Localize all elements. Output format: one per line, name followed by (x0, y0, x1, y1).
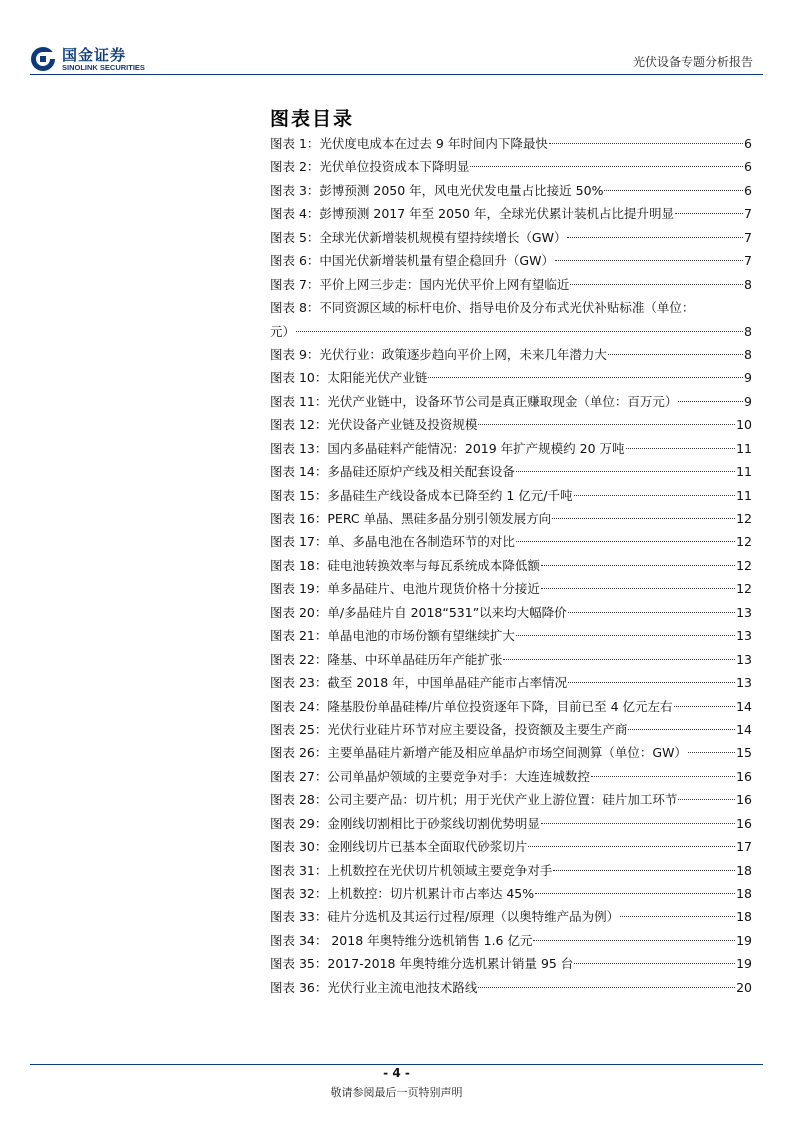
toc-entry[interactable] (270, 273, 752, 296)
toc-entry-page: 17 (736, 839, 752, 855)
toc-entry-label: 图表 26：主要单晶硅片新增产能及相应单晶炉市场空间测算（单位：GW） (270, 745, 687, 761)
toc-entry-page: 6 (744, 136, 752, 151)
toc-dot-leader (568, 682, 735, 683)
toc-entry-page: 16 (736, 815, 752, 831)
toc-entry-label: 图表 10：太阳能光伏产业链 (270, 370, 428, 386)
toc-entry-page: 11 (736, 464, 752, 480)
toc-dot-leader (678, 799, 735, 800)
toc-entry[interactable] (270, 155, 752, 178)
logo-chinese-name: 国金证券 (62, 46, 127, 64)
toc-entry-page: 11 (736, 440, 752, 456)
toc-entry[interactable] (270, 788, 752, 811)
toc-entry-page: 8 (744, 346, 752, 362)
toc-entry-label: 图表 6：中国光伏新增装机量有望企稳回升（GW） (270, 253, 554, 269)
toc-entry-label: 图表 32：上机数控：切片机累计市占率达 45% (270, 886, 535, 901)
toc-entry-label: 图表 9：光伏行业：政策逐步趋向平价上网，未来几年潜力大 (270, 346, 607, 362)
toc-entry-page: 10 (736, 417, 752, 433)
toc-dot-leader (608, 354, 743, 355)
toc-entry-label: 元） (270, 323, 296, 339)
toc-dot-leader (574, 963, 735, 964)
toc-entry-page: 12 (736, 534, 752, 550)
report-title: 光伏设备专题分析报告 (632, 55, 753, 69)
toc-entry-label: 图表 33：硅片分选机及其运行过程/原理（以奥特维产品为例） (270, 909, 620, 925)
toc-entry-label: 图表 36：光伏行业主流电池技术路线 (270, 979, 478, 995)
toc-dot-leader (541, 588, 735, 589)
toc-entry-page: 9 (744, 393, 752, 409)
toc-entry-page: 7 (744, 229, 752, 245)
toc-entry[interactable] (270, 905, 752, 928)
toc-entry-page: 11 (736, 487, 752, 503)
toc-entry[interactable] (270, 554, 752, 577)
toc-dot-leader (478, 987, 735, 988)
toc-entry[interactable] (270, 202, 752, 225)
toc-entry-page: 8 (744, 323, 752, 339)
toc-dot-leader (535, 893, 735, 894)
toc-entry[interactable] (270, 366, 752, 389)
toc-entry-label: 图表 11：光伏产业链中，设备环节公司是真正赚取现金（单位：百万元） (270, 393, 678, 409)
toc-entry-label: 图表 22：隆基、中环单晶硅历年产能扩张 (270, 651, 503, 667)
toc-dot-leader (553, 870, 735, 871)
toc-dot-leader (574, 495, 736, 496)
toc-entry[interactable] (270, 952, 752, 975)
toc-dot-leader (675, 213, 743, 214)
toc-entry-label: 图表 17：单、多晶电池在各制造环节的对比 (270, 534, 515, 550)
toc-title: 图表目录 (270, 108, 355, 130)
toc-entry-label: 图表 21：单晶电池的市场份额有望继续扩大 (270, 628, 515, 644)
toc-dot-leader (533, 940, 735, 941)
footer-divider (30, 1064, 763, 1065)
toc-entry[interactable] (270, 648, 752, 671)
toc-entry[interactable] (270, 507, 752, 530)
toc-entry[interactable] (270, 320, 752, 343)
toc-entry[interactable] (270, 765, 752, 788)
toc-dot-leader (516, 471, 735, 472)
table-of-figures (270, 132, 752, 999)
page-number: - 4 - (383, 1066, 410, 1080)
toc-dot-leader (549, 143, 743, 144)
toc-entry-page: 13 (736, 651, 752, 667)
logo-english-name: SINOLINK SECURITIES (62, 63, 145, 72)
company-logo (30, 44, 160, 74)
toc-entry-label: 图表 5：全球光伏新增装机规模有望持续增长（GW） (270, 229, 567, 245)
toc-entry[interactable] (270, 530, 752, 553)
toc-entry-page: 13 (736, 628, 752, 644)
toc-dot-leader (296, 331, 743, 332)
toc-dot-leader (620, 916, 735, 917)
toc-entry-label: 图表 7：平价上网三步走：国内光伏平价上网有望临近 (270, 276, 570, 292)
toc-entry-label: 图表 15：多晶硅生产线设备成本已降至约 1 亿元/千吨 (270, 487, 573, 503)
footer-disclaimer: 敬请参阅最后一页特别声明 (330, 1086, 463, 1099)
toc-entry[interactable] (270, 249, 752, 272)
toc-entry-label: 图表 31：上机数控在光伏切片机领域主要竞争对手 (270, 862, 553, 878)
toc-entry-page: 12 (736, 581, 752, 597)
toc-entry[interactable] (270, 484, 752, 507)
toc-entry-label: 图表 13：国内多晶硅料产能情况：2019 年扩产规模约 20 万吨 (270, 440, 625, 456)
toc-entry-page: 13 (736, 604, 752, 620)
sinolink-logo-icon (30, 46, 56, 72)
toc-entry-page: 13 (736, 675, 752, 691)
toc-entry-label: 图表 23：截至 2018 年，中国单晶硅产能市占率情况 (270, 675, 568, 691)
toc-entry[interactable] (270, 343, 752, 366)
toc-entry-label: 图表 25：光伏行业硅片环节对应主要设备，投资额及主要生产商 (270, 721, 628, 737)
toc-dot-leader (503, 659, 735, 660)
toc-entry-page: 12 (736, 557, 752, 573)
toc-entry-label: 图表 4：彭博预测 2017 年至 2050 年，全球光伏累计装机占比提升明显 (270, 206, 674, 222)
toc-entry[interactable] (270, 695, 752, 718)
toc-entry-label: 图表 2：光伏单位投资成本下降明显 (270, 159, 470, 175)
toc-entry-label: 图表 35：2017-2018 年奥特维分选机累计销量 95 台 (270, 956, 574, 972)
toc-entry-page: 12 (736, 511, 752, 526)
toc-entry-line[interactable]: 图表 8：不同资源区域的标杆电价、指导电价及分布式光伏补贴标准（单位： (270, 300, 695, 316)
toc-dot-leader (678, 401, 743, 402)
toc-entry-label: 图表 19：单多晶硅片、电池片现货价格十分接近 (270, 581, 540, 597)
toc-entry-label: 图表 34： 2018 年奥特维分选机销售 1.6 亿元 (270, 932, 533, 948)
toc-entry-label: 图表 24：隆基股份单晶硅棒/片单位投资逐年下降，目前已至 4 亿元左右 (270, 698, 673, 714)
toc-entry-page: 18 (736, 886, 752, 901)
toc-entry[interactable] (270, 413, 752, 436)
toc-entry-label: 图表 1：光伏度电成本在过去 9 年时间内下降最快 (270, 136, 548, 151)
toc-entry-label: 图表 30：金刚线切片已基本全面取代砂浆切片 (270, 839, 528, 855)
toc-entry[interactable] (270, 718, 752, 741)
toc-entry-page: 16 (736, 792, 752, 808)
toc-entry-page: 19 (736, 956, 752, 972)
toc-dot-leader (528, 846, 735, 847)
toc-dot-leader (516, 635, 735, 636)
toc-entry[interactable] (270, 671, 752, 694)
toc-dot-leader (570, 284, 743, 285)
toc-entry-page: 20 (736, 979, 752, 995)
toc-dot-leader (552, 518, 735, 519)
toc-dot-leader (516, 541, 735, 542)
toc-entry[interactable] (270, 437, 752, 460)
toc-entry-page: 14 (736, 698, 752, 714)
toc-dot-leader (541, 823, 735, 824)
toc-dot-leader (568, 612, 735, 613)
toc-dot-leader (626, 448, 736, 449)
toc-entry[interactable] (270, 460, 752, 483)
toc-entry[interactable] (270, 976, 752, 999)
toc-dot-leader (628, 729, 735, 730)
toc-entry-label: 图表 3：彭博预测 2050 年，风电光伏发电量占比接近 50% (270, 182, 604, 198)
toc-entry[interactable] (270, 601, 752, 624)
toc-dot-leader (591, 776, 735, 777)
toc-entry-page: 9 (744, 370, 752, 386)
toc-dot-leader (541, 565, 735, 566)
toc-entry[interactable] (270, 929, 752, 952)
toc-entry[interactable] (270, 390, 752, 413)
header-divider (30, 74, 763, 75)
toc-entry-label: 图表 16：PERC 单晶、黑硅多晶分别引领发展方向 (270, 511, 552, 526)
toc-entry-page: 6 (744, 182, 752, 198)
toc-entry[interactable] (270, 741, 752, 764)
toc-entry-page: 19 (736, 932, 752, 948)
page-header (0, 0, 793, 80)
toc-dot-leader (567, 237, 743, 238)
toc-entry-page: 18 (736, 909, 752, 925)
toc-entry[interactable] (270, 226, 752, 249)
toc-entry-label: 图表 18：硅电池转换效率与每瓦系统成本降低额 (270, 557, 540, 573)
toc-entry[interactable] (270, 882, 752, 905)
toc-entry-page: 7 (744, 206, 752, 222)
toc-dot-leader (604, 190, 743, 191)
toc-entry[interactable] (270, 835, 752, 858)
toc-entry-page: 18 (736, 862, 752, 878)
toc-dot-leader (470, 166, 743, 167)
toc-entry-page: 8 (744, 276, 752, 292)
toc-entry-label: 图表 27：公司单晶炉领域的主要竞争对手：大连连城数控 (270, 768, 590, 784)
toc-entry-label: 图表 20：单/多晶硅片自 2018“531”以来均大幅降价 (270, 604, 567, 620)
toc-dot-leader (674, 706, 736, 707)
toc-entry-label: 图表 14：多晶硅还原炉产线及相关配套设备 (270, 464, 515, 480)
toc-entry[interactable] (270, 812, 752, 835)
toc-entry-page: 14 (736, 721, 752, 737)
toc-dot-leader (688, 752, 735, 753)
toc-entry[interactable] (270, 859, 752, 882)
toc-dot-leader (555, 260, 743, 261)
toc-entry[interactable] (270, 624, 752, 647)
toc-entry-label: 图表 12：光伏设备产业链及投资规模 (270, 417, 478, 433)
toc-entry-label: 图表 29：金刚线切割相比于砂浆线切割优势明显 (270, 815, 540, 831)
toc-dot-leader (478, 424, 735, 425)
toc-entry[interactable] (270, 179, 752, 202)
toc-entry-page: 6 (744, 159, 752, 175)
toc-entry[interactable] (270, 577, 752, 600)
toc-entry-page: 15 (736, 745, 752, 761)
toc-entry-page: 16 (736, 768, 752, 784)
toc-entry-label: 图表 28：公司主要产品：切片机；用于光伏产业上游位置：硅片加工环节 (270, 792, 678, 808)
toc-dot-leader (428, 377, 743, 378)
toc-entry[interactable] (270, 132, 752, 155)
toc-entry-page: 7 (744, 253, 752, 269)
